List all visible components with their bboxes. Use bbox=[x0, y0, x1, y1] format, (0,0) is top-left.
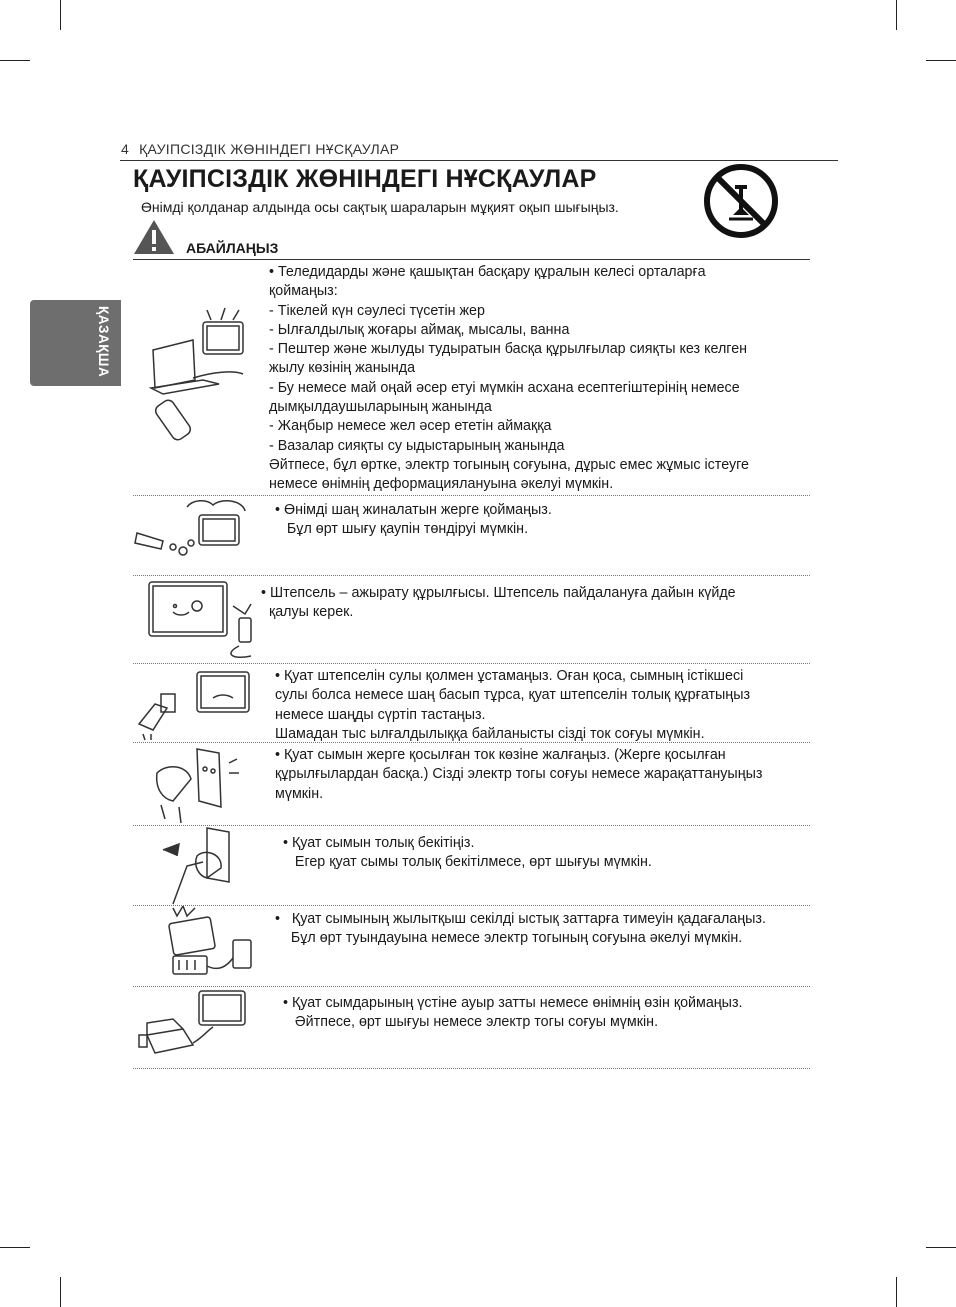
section-text bbox=[269, 263, 749, 495]
text-line: • Өнімді шаң жиналатын жерге қоймаңыз. bbox=[275, 502, 552, 518]
safety-item bbox=[133, 495, 810, 576]
language-tab-label: ҚАЗАҚША bbox=[96, 306, 111, 378]
text-line: • Қуат сымын толық бекітіңіз. bbox=[283, 835, 475, 851]
crop-mark bbox=[60, 0, 61, 30]
tv-sun-humidity-icon bbox=[133, 260, 263, 495]
text-line: • Қуат сымының жылытқыш секілді ыстық заттарға тимеуін қадағалаңыз. bbox=[275, 911, 766, 927]
wet-hand-plug-icon bbox=[133, 664, 263, 742]
text-line: сулы болса немесе шаң басып тұрса, қуат штепселін толық құрғатыңыз bbox=[275, 687, 751, 704]
text-line: Әйтпесе, бұл өртке, электр тогының соғуына, дұрыс емес жұмыс істеуге bbox=[269, 456, 749, 473]
text-line: жылу көзінің жанында bbox=[269, 360, 416, 377]
insert-plug-icon bbox=[133, 826, 263, 905]
page-number: 4 bbox=[121, 141, 130, 157]
safety-item bbox=[133, 826, 810, 906]
text-line: • Қуат сымдарының үстіне ауыр затты немесе өнімнің өзін қоймаңыз. bbox=[283, 995, 743, 1011]
text-line: мүмкін. bbox=[275, 785, 324, 802]
text-line: қоймаңыз: bbox=[269, 283, 338, 300]
text-line: дымқылдаушыларының жанында bbox=[269, 399, 492, 416]
warning-label: АБАЙЛАҢЫЗ bbox=[186, 240, 279, 256]
crop-mark bbox=[0, 1247, 30, 1248]
section-text bbox=[283, 994, 743, 1033]
no-disassembly-icon bbox=[703, 163, 779, 239]
text-line: - Жаңбыр немесе жел әсер ететін аймаққа bbox=[269, 418, 552, 435]
crop-mark bbox=[0, 60, 30, 61]
safety-item bbox=[133, 259, 810, 496]
text-line: • Қуат штепселін сулы қолмен ұстамаңыз. Оған қоса, сымның істікшесі bbox=[275, 668, 744, 684]
text-line: - Бу немесе май оңай әсер етуі мүмкін асхана есептегіштерінің немесе bbox=[269, 379, 740, 396]
text-line: немесе шаңды сүртіп тастаңыз. bbox=[275, 706, 486, 723]
header-rule bbox=[120, 160, 838, 161]
safety-item bbox=[133, 743, 810, 826]
text-line: немесе өнімнің деформациялануына әкелуі мүмкін. bbox=[269, 476, 614, 493]
text-line: - Пештер және жылуды тудыратын басқа құрылғылар сияқты кез келген bbox=[269, 341, 748, 358]
safety-item bbox=[133, 664, 810, 743]
language-tab bbox=[30, 300, 121, 386]
section-text bbox=[275, 746, 762, 804]
section-text bbox=[283, 834, 652, 873]
page-subtitle: Өнімді қолданар алдында осы сақтық шараларын мұқият оқып шығыңыз. bbox=[141, 199, 619, 215]
warning-triangle-icon bbox=[133, 219, 175, 255]
safety-item bbox=[133, 987, 810, 1069]
text-line: Бұл өрт туындауына немесе электр тогының соғуына әкелуі мүмкін. bbox=[275, 930, 743, 947]
section-text bbox=[261, 584, 736, 623]
running-title: ҚАУІПСІЗДІК ЖӨНІНДЕГІ НҰСҚАУЛАР bbox=[139, 141, 400, 157]
text-line: - Ылғалдылық жоғары аймақ, мысалы, ванна bbox=[269, 321, 570, 338]
crop-mark bbox=[926, 60, 956, 61]
text-line: Егер қуат сымы толық бекітілмесе, өрт шығуы мүмкін. bbox=[283, 854, 652, 871]
text-line: - Тікелей күн сәулесі түсетін жер bbox=[269, 302, 485, 319]
section-text bbox=[275, 667, 750, 744]
text-line: Әйтпесе, өрт шығуы немесе электр тогы соғуы мүмкін. bbox=[283, 1014, 659, 1031]
tv-dust-icon bbox=[133, 495, 263, 575]
grounded-plug-icon bbox=[133, 743, 263, 825]
text-line: • Штепсель – ажырату құрылғысы. Штепсель пайдалануға дайын күйде bbox=[261, 585, 736, 601]
text-line: қалуы керек. bbox=[261, 604, 354, 621]
text-line: Шамадан тыс ылғалдылыққа байланысты сізді ток соғуы мүмкін. bbox=[275, 725, 705, 742]
text-line: Бұл өрт шығу қаупін төндіруі мүмкін. bbox=[275, 521, 529, 538]
text-line: - Вазалар сияқты су ыдыстарының жанында bbox=[269, 437, 565, 454]
crop-mark bbox=[896, 1277, 897, 1307]
text-line: құрылғылардан басқа.) Сізді электр тогы соғуы немесе жарақаттануыңыз bbox=[275, 766, 763, 783]
page-title: ҚАУІПСІЗДІК ЖӨНІНДЕГІ НҰСҚАУЛАР bbox=[133, 165, 597, 193]
text-line: • Қуат сымын жерге қосылған ток көзіне жалғаңыз. (Жерге қосылған bbox=[275, 747, 726, 763]
section-text bbox=[275, 501, 552, 540]
section-text bbox=[275, 910, 766, 949]
tv-plug-disconnect-icon bbox=[133, 576, 263, 663]
crop-mark bbox=[896, 0, 897, 30]
safety-item bbox=[133, 576, 810, 664]
heavy-object-cord-icon bbox=[133, 987, 263, 1068]
crop-mark bbox=[926, 1247, 956, 1248]
running-header bbox=[121, 141, 399, 157]
crop-mark bbox=[60, 1277, 61, 1307]
tv-heater-icon bbox=[133, 906, 263, 986]
text-line: • Теледидарды және қашықтан басқару құралын келесі орталарға bbox=[269, 264, 706, 280]
safety-item bbox=[133, 906, 810, 987]
